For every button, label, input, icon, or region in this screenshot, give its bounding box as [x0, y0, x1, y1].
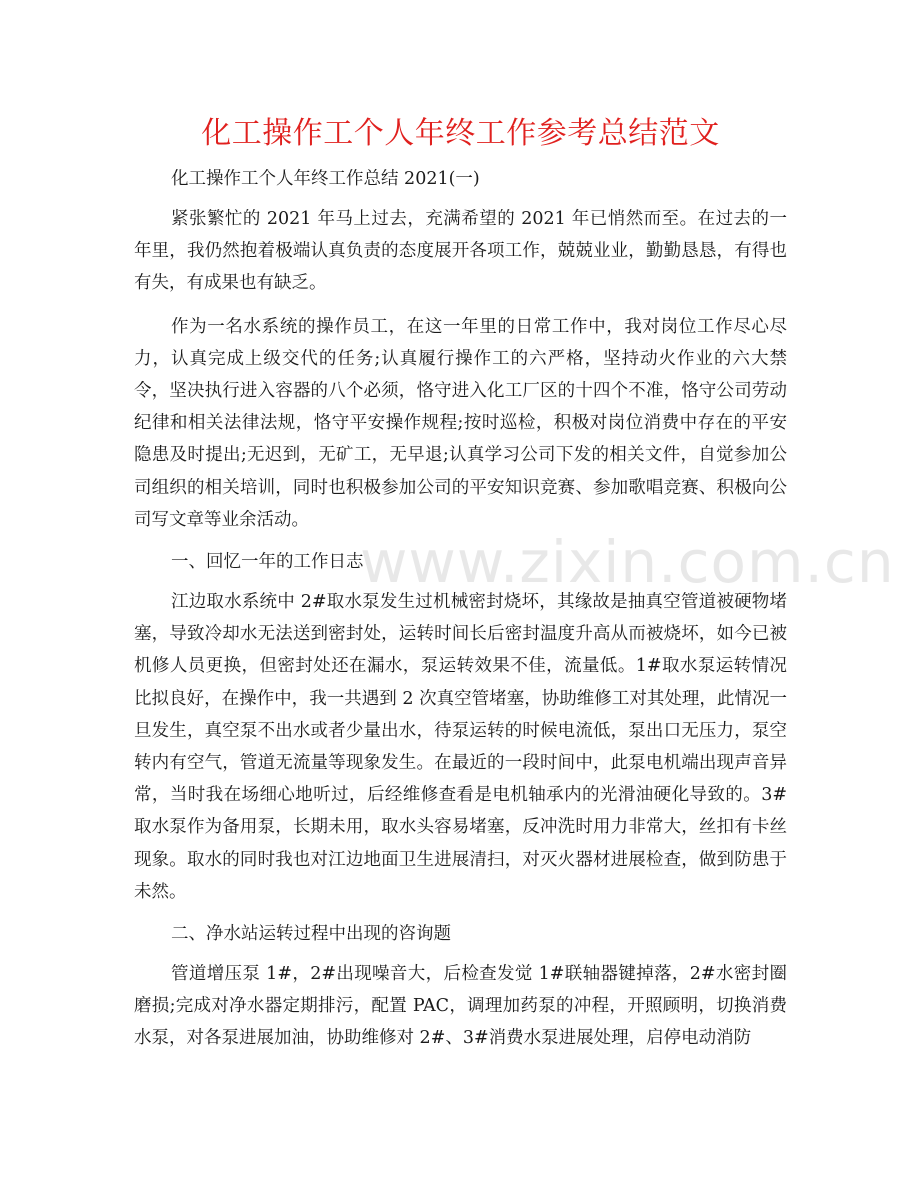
section-heading-2: 二、净水站运转过程中出现的咨询题	[171, 924, 451, 945]
document-subtitle: 化工操作工个人年终工作总结 2021(一)	[171, 169, 480, 189]
watermark: www.zixin.com.cn	[360, 528, 895, 596]
paragraph-2: 作为一名水系统的操作员工，在这一年里的日常工作中，我对岗位工作尽心尽力，认真完成上级交代的任务;认真履行操作工的六严格，坚持动火作业的六大禁令，坚决执行进入容器的八个必须，恪守进入化工厂区的十四个不准，恪守公司劳动纪律和相关法律法规，恪守平安操作规程;按时巡检，积极对岗位消费中存在的平安隐患及时提出;无迟到，无矿工，无早退;认真学习公司下发的相关文件，自觉参加公司组织的相关培训，同时也积极参加公司的平安知识竞赛、参加歌唱竞赛、积极向公司写文章等业余活动。	[134, 316, 787, 530]
section-heading-1: 一、回忆一年的工作日志	[171, 552, 364, 573]
paragraph-4: 管道增压泵 1#，2#出现噪音大，后检查发觉 1#联轴器键掉落，2#水密封圈磨损;完成对净水器定期排污，配置 PAC，调理加药泵的冲程，开照顾明，切换消费水泵，对各泵进展加油，协助维修对 2#、3#消费水泵进展处理，启停电动消防	[134, 964, 787, 1049]
paragraph-1: 紧张繁忙的 2021 年马上过去，充满希望的 2021 年已悄然而至。在过去的一年里，我仍然抱着极端认真负责的态度展开各项工作，兢兢业业，勤勤恳恳，有得也有失，有成果也有缺乏。	[134, 209, 787, 294]
document-title: 化工操作工个人年终工作参考总结范文	[201, 116, 720, 151]
paragraph-3: 江边取水系统中 2#取水泵发生过机械密封烧坏，其缘故是抽真空管道被硬物堵塞，导致冷却水无法送到密封处，运转时间长后密封温度升高从而被烧坏，如今已被机修人员更换，但密封处还在漏水，泵运转效果不佳，流量低。1#取水泵运转情况比拟良好，在操作中，我一共遇到 2 次真空管堵塞，协助维修工对其处理，此情况一旦发生，真空泵不出水或者少量出水，待泵运转的时候电流低，泵出口无压力，泵空转内有空气，管道无流量等现象发生。在最近的一段时间中，此泵电机端出现声音异常，当时我在场细心地听过，后经维修查看是电机轴承内的光滑油硬化导致的。3#取水泵作为备用泵，长期未用，取水头容易堵塞，反冲洗时用力非常大，丝扣有卡丝现象。取水的同时我也对江边地面卫生进展清扫，对灭火器材进展检查，做到防患于未然。	[134, 592, 787, 902]
